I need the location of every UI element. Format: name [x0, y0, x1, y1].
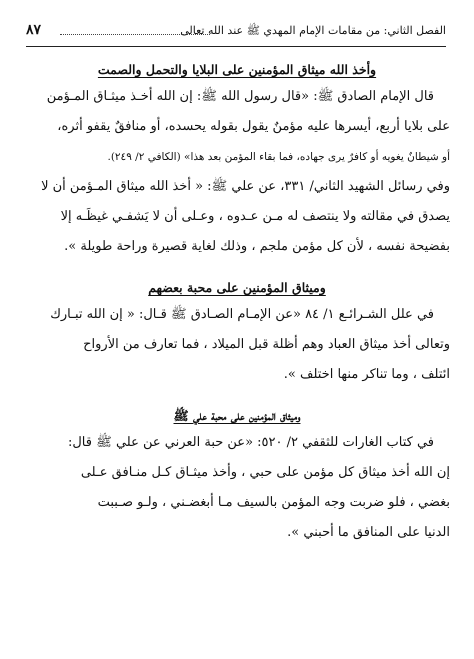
text-line: أو شيطانٌ يغويه أو كافرٌ يرى جهاده، فما بقاء المؤمن بعد هذا» (الكافي ٢/ ٢٤٩). — [107, 151, 450, 163]
page-header — [26, 20, 446, 47]
section-gap — [24, 390, 450, 404]
text-line: بفضيحة نفسه ، لأن كل مؤمن ملجم ، وذلك لغاية قصيرة وراحة طويلة ». — [64, 239, 450, 254]
text-line: قال الإمام الصادق ﷺ: «قال رسول الله ﷺ: إن الله أخـذ ميثـاق المـؤمن — [46, 89, 434, 104]
paragraph — [24, 300, 450, 390]
section-heading: وميثاق المؤمنين على محبة علي ﷺ — [173, 408, 301, 423]
text-line: يصدق في مقالته ولا ينتصف له مـن عـدوه ، وعـلى أن لا يَشفـي غيظَـه إلا — [60, 209, 450, 224]
text-line: في كتاب الغارات للثقفي ٢/ ٥٢٠: «عن حبة العرني عن علي ﷺ قال: — [67, 435, 434, 450]
paragraph — [24, 172, 450, 262]
page-body — [24, 58, 450, 548]
text-line: وتعالى أخذ ميثاق العباد وهم أظلة قبل الميلاد ، فما تعارف من الأرواح — [83, 337, 450, 352]
text-line: ائتلف ، وما تناكر منها اختلف ». — [283, 367, 450, 382]
page-number: ٨٧ — [26, 22, 42, 38]
paragraph — [24, 82, 450, 172]
text-line: على بلايا أربع، أيسرها عليه مؤمنٌ يقول بقوله يحسده، أو منافقٌ يقفو أثره، — [57, 119, 450, 134]
text-line: في علل الشـرائـع ١/ ٨٤ «عن الإمـام الصـادق ﷺ قـال: « إن الله تبـارك — [50, 307, 434, 322]
section-heading: وأخذ الله ميثاق المؤمنين على البلايا والتحمل والصمت — [97, 62, 377, 77]
text-line: وفي رسائل الشهيد الثاني/ ٣٣١، عن علي ﷺ: « أخذ الله ميثاق المـؤمن أن لا — [41, 179, 450, 194]
text-line: الدنيا على المنافق ما أحبني ». — [287, 525, 450, 540]
section-heading: وميثاق المؤمنين على محبة بعضهم — [148, 280, 326, 295]
text-line: بغضي ، فلو ضربت وجه المؤمن بالسيف مـا أبغضـني ، ولـو صـببت — [97, 495, 450, 510]
text-line: إن الله أخذ ميثاق كل مؤمن على حبي ، وأخذ ميثـاق كـل منـافق عـلى — [80, 465, 450, 480]
header-dot-leader — [60, 34, 210, 35]
chapter-title: الفصل الثاني: من مقامات الإمام المهدي ﷺ عند الله تعالى — [180, 24, 446, 37]
section-gap — [24, 262, 450, 276]
paragraph — [24, 428, 450, 548]
